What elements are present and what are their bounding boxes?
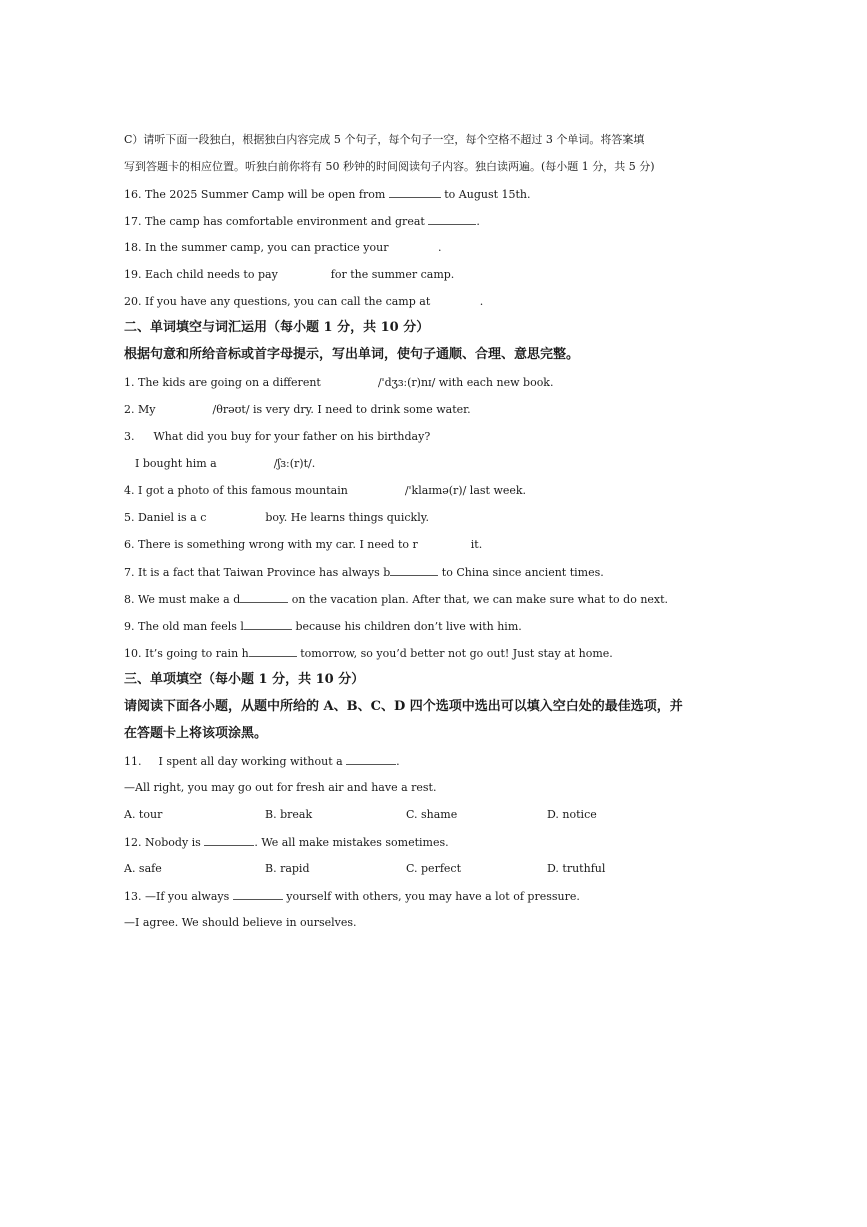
question-text: tomorrow, so you’d better not go out! Just stay at home.: [300, 647, 613, 660]
answer-blank[interactable]: [240, 592, 288, 603]
question-19: [124, 268, 454, 282]
answer-blank[interactable]: [346, 754, 396, 765]
question-text: I spent all day working without a: [158, 755, 343, 768]
section-c-intro-line1: C）请听下面一段独白，根据独白内容完成 5 个句子，每个句子一空，每个空格不超过 3 个单词。将答案填: [124, 133, 645, 146]
question-text: yourself with others, you may have a lot of pressure.: [286, 890, 580, 903]
section-3-instruction-line2: 在答题卡上将该项涂黑。: [124, 726, 268, 741]
option-b[interactable]: B. break: [265, 808, 313, 821]
question-text: 19. Each child needs to pay: [124, 268, 278, 281]
question-text: .: [476, 215, 480, 228]
question-text: 6. There is something wrong with my car. I need to r: [124, 538, 418, 551]
question-text: 2. My: [124, 403, 156, 416]
question-text: because his children don’t live with him.: [295, 620, 522, 633]
vocab-question-4: [124, 484, 526, 498]
question-text: I bought him a: [135, 457, 217, 470]
question-16: [124, 187, 531, 202]
vocab-question-6: [124, 538, 482, 552]
vocab-question-7: [124, 565, 604, 580]
question-text: 7. It is a fact that Taiwan Province has always b: [124, 566, 391, 579]
question-text: 10. It’s going to rain h: [124, 647, 249, 660]
vocab-question-3: [124, 430, 430, 444]
question-text: .: [438, 241, 442, 254]
question-text: 3.: [124, 430, 135, 443]
question-text: 13. —If you always: [124, 890, 230, 903]
vocab-question-9: [124, 619, 522, 634]
question-text: 9. The old man feels l: [124, 620, 244, 633]
question-text: to China since ancient times.: [441, 566, 604, 579]
answer-blank[interactable]: [244, 619, 292, 630]
question-17: [124, 214, 480, 229]
question-text: 16. The 2025 Summer Camp will be open from: [124, 188, 386, 201]
question-text: 4. I got a photo of this famous mountain: [124, 484, 348, 497]
mc-question-13-reply: —I agree. We should believe in ourselves.: [124, 916, 357, 929]
question-text: . We all make mistakes sometimes.: [254, 836, 449, 849]
mc-question-11: [124, 754, 400, 769]
vocab-question-2: [124, 403, 471, 417]
question-text: 5. Daniel is a c: [124, 511, 207, 524]
question-20: [124, 295, 483, 309]
question-text: .: [479, 295, 484, 308]
vocab-question-1: [124, 376, 553, 390]
question-text: /'dʒɜː(r)nɪ/ with each new book.: [377, 376, 554, 389]
question-text: to August 15th.: [444, 188, 531, 201]
mc-question-11-reply: —All right, you may go out for fresh air and have a rest.: [124, 781, 437, 794]
answer-blank[interactable]: [233, 889, 283, 900]
answer-blank[interactable]: [204, 835, 254, 846]
option-b[interactable]: B. rapid: [265, 862, 310, 875]
vocab-question-8: [124, 592, 668, 607]
question-number: 11.: [124, 755, 142, 768]
mc-question-13: [124, 889, 580, 904]
mc-question-12: [124, 835, 449, 850]
question-18: [124, 241, 442, 255]
option-a[interactable]: A. tour: [124, 808, 163, 821]
answer-blank[interactable]: [389, 187, 441, 198]
question-text: What did you buy for your father on his birthday?: [153, 430, 431, 443]
section-3-title: 三、单项填空（每小题 1 分，共 10 分）: [124, 672, 365, 687]
question-text: 12. Nobody is: [124, 836, 201, 849]
question-text: .: [396, 755, 400, 768]
question-text: 8. We must make a d: [124, 593, 241, 606]
vocab-question-10: [124, 646, 613, 661]
question-text: /'klaɪmə(r)/ last week.: [404, 484, 527, 497]
option-d[interactable]: D. truthful: [547, 862, 606, 875]
question-text: boy. He learns things quickly.: [265, 511, 429, 524]
question-text: 18. In the summer camp, you can practice your: [124, 241, 389, 254]
answer-blank[interactable]: [390, 565, 438, 576]
question-text: on the vacation plan. After that, we can make sure what to do next.: [291, 593, 669, 606]
section-c-intro-line2: 写到答题卡的相应位置。听独白前你将有 50 秒钟的时间阅读句子内容。独白读两遍。(每小题 1 分，共 5 分): [124, 160, 655, 173]
answer-blank[interactable]: [428, 214, 476, 225]
question-text: /ʃɜː(r)t/.: [273, 457, 316, 470]
question-text: for the summer camp.: [330, 268, 455, 281]
question-text: /θrəʊt/ is very dry. I need to drink some water.: [212, 403, 471, 416]
vocab-question-5: [124, 511, 429, 525]
question-text: 17. The camp has comfortable environment and great: [124, 215, 425, 228]
question-text: 20. If you have any questions, you can call the camp at: [124, 295, 431, 308]
section-3-instruction-line1: 请阅读下面各小题，从题中所给的 A、B、C、D 四个选项中选出可以填入空白处的最佳选项，并: [124, 699, 683, 714]
question-text: it.: [470, 538, 483, 551]
vocab-question-3-answer: [135, 457, 315, 471]
question-text: 1. The kids are going on a different: [124, 376, 321, 389]
option-a[interactable]: A. safe: [124, 862, 162, 875]
option-c[interactable]: C. shame: [406, 808, 458, 821]
answer-blank[interactable]: [249, 646, 297, 657]
section-2-instruction: 根据句意和所给音标或首字母提示，写出单词，使句子通顺、合理、意思完整。: [124, 347, 580, 362]
option-c[interactable]: C. perfect: [406, 862, 461, 875]
option-d[interactable]: D. notice: [547, 808, 597, 821]
section-2-title: 二、单词填空与词汇运用（每小题 1 分，共 10 分）: [124, 320, 430, 335]
